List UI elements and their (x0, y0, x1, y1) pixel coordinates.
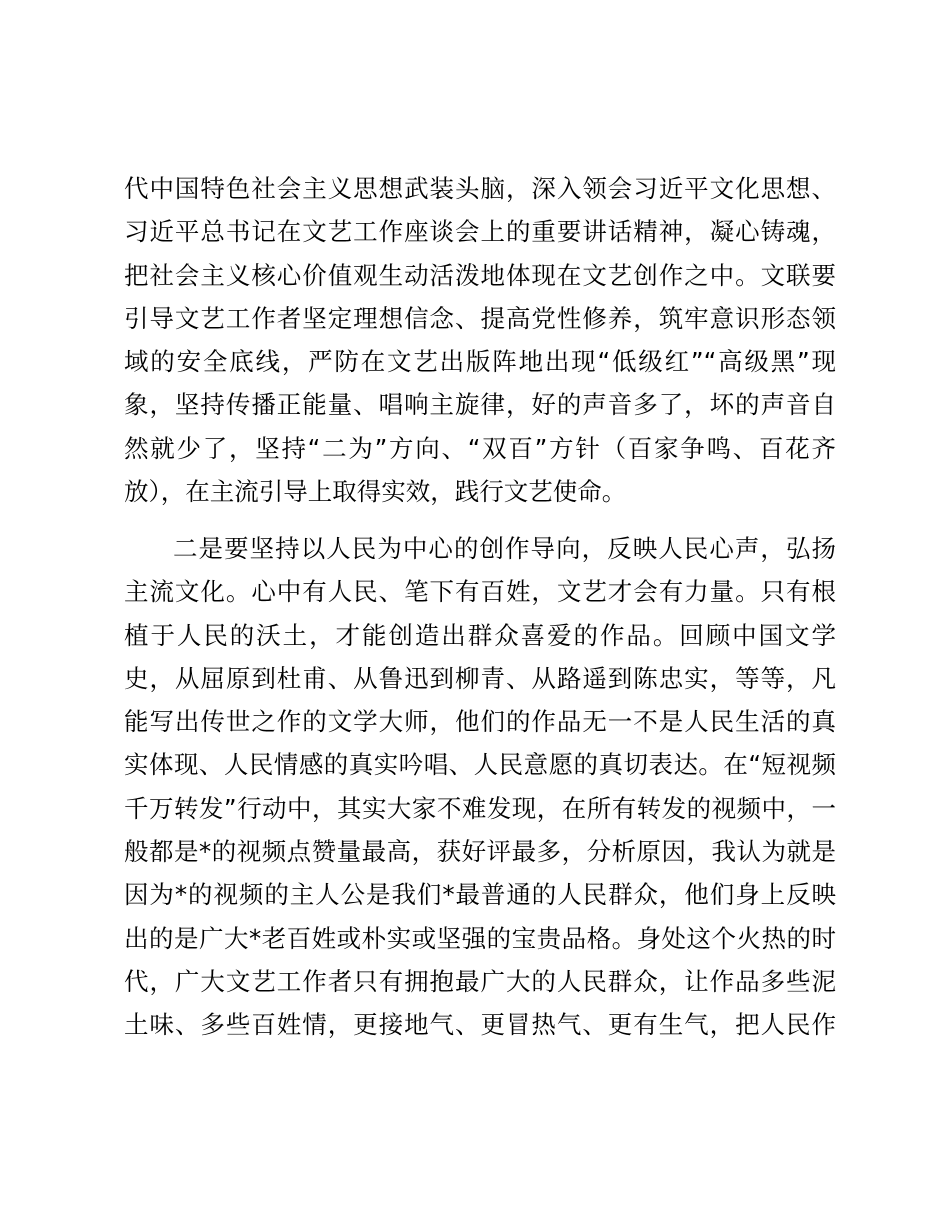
paragraph-line: 放），在主流引导上取得实效，践行文艺使命。 (124, 477, 627, 507)
paragraph-line: 二是要坚持以人民为中心的创作导向，反映人民心声，弘扬 (173, 534, 836, 563)
paragraph-line: 主流文化。心中有人民、笔下有百姓，文艺才会有力量。只有根 (124, 577, 836, 607)
paragraph-line: 代，广大文艺工作者只有拥抱最广大的人民群众，让作品多些泥 (124, 966, 836, 996)
paragraph-line: 史，从屈原到杜甫、从鲁迅到柳青、从路遥到陈忠实，等等，凡 (124, 663, 836, 693)
paragraph-line: 植于人民的沃土，才能创造出群众喜爱的作品。回顾中国文学 (124, 620, 836, 650)
paragraph-line: 把社会主义核心价值观生动活泼地体现在文艺创作之中。文联要 (124, 260, 836, 290)
paragraph-line: 域的安全底线，严防在文艺出版阵地出现“低级红”“高级黑”现 (124, 347, 836, 377)
paragraph-line: 能写出传世之作的文学大师，他们的作品无一不是人民生活的真 (124, 707, 836, 737)
paragraph-2 (124, 527, 836, 1047)
paragraph-line: 然就少了，坚持“二为”方向、“双百”方针（百家争鸣、百花齐 (124, 433, 836, 463)
paragraph-line: 象，坚持传播正能量、唱响主旋律，好的声音多了，坏的声音自 (124, 390, 836, 420)
paragraph-line: 因为*的视频的主人公是我们*最普通的人民群众，他们身上反映 (124, 880, 836, 910)
paragraph-line: 引导文艺工作者坚定理想信念、提高党性修养，筑牢意识形态领 (124, 303, 836, 333)
paragraph-line: 实体现、人民情感的真实吟唱、人民意愿的真切表达。在“短视频 (124, 750, 836, 780)
paragraph-line: 千万转发”行动中，其实大家不难发现，在所有转发的视频中，一 (124, 793, 836, 823)
paragraph-line: 习近平总书记在文艺工作座谈会上的重要讲话精神，凝心铸魂， (124, 217, 836, 247)
paragraph-line: 土味、多些百姓情，更接地气、更冒热气、更有生气，把人民作 (124, 1010, 836, 1040)
paragraph-1 (124, 167, 836, 513)
paragraph-line: 般都是*的视频点赞量最高，获好评最多，分析原因，我认为就是 (124, 837, 836, 867)
paragraph-line: 代中国特色社会主义思想武装头脑，深入领会习近平文化思想、 (124, 174, 836, 203)
paragraph-line: 出的是广大*老百姓或朴实或坚强的宝贵品格。身处这个火热的时 (124, 923, 836, 953)
